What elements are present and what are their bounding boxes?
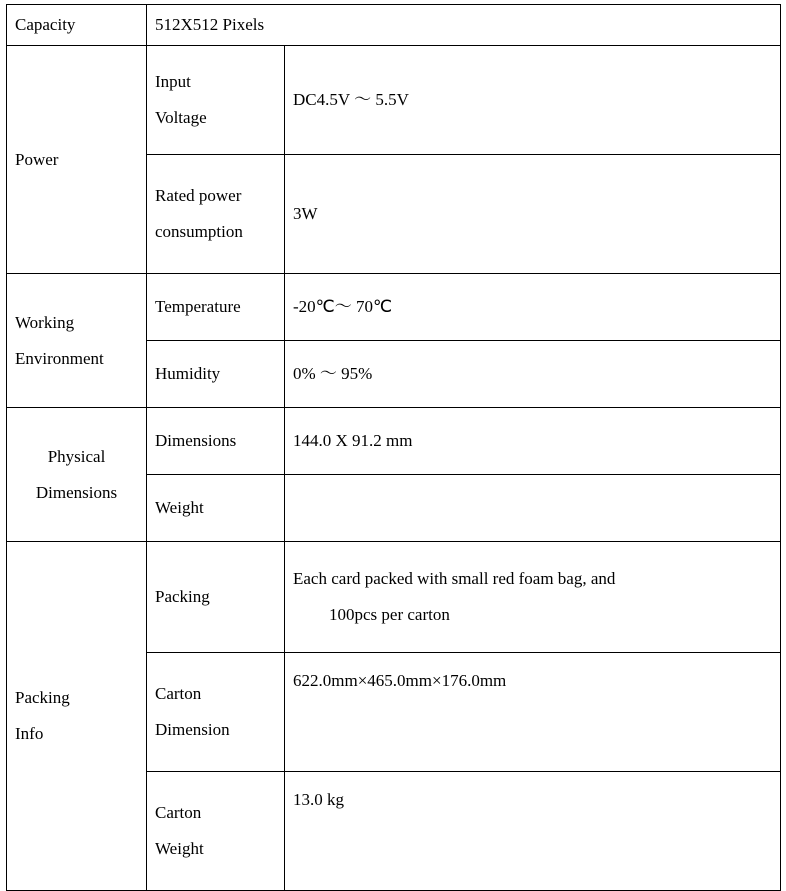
row-value-dimensions: 144.0 X 91.2 mm xyxy=(285,408,781,475)
row-value-packing xyxy=(285,542,781,653)
subitem-line-1: Carton xyxy=(155,803,202,823)
row-subitem-temperature: Temperature xyxy=(147,274,285,341)
subitem-line-2: Dimension xyxy=(155,720,230,740)
row-subitem-dimensions: Dimensions xyxy=(147,408,285,475)
row-value-capacity: 512X512 Pixels xyxy=(147,5,781,46)
table-row xyxy=(7,5,781,46)
subitem-line-2: consumption xyxy=(155,222,243,242)
row-category-capacity: Capacity xyxy=(7,5,147,46)
category-line-2: Info xyxy=(15,724,44,744)
subitem-line-2: Voltage xyxy=(155,108,207,128)
row-category-power: Power xyxy=(7,46,147,274)
table-row xyxy=(7,542,781,653)
category-line-2: Environment xyxy=(15,348,104,368)
value-line-1: Each card packed with small red foam bag, and xyxy=(293,569,616,589)
row-category-working-environment xyxy=(7,274,147,408)
subitem-line-1: Carton xyxy=(155,684,202,704)
row-value-carton-dimension: 622.0mm×465.0mm×176.0mm xyxy=(285,653,781,772)
row-category-physical-dimensions xyxy=(7,408,147,542)
category-line-1: Packing xyxy=(15,688,70,708)
row-category-packing-info xyxy=(7,542,147,891)
row-subitem-carton-weight xyxy=(147,772,285,891)
row-subitem-input-voltage xyxy=(147,46,285,155)
row-subitem-weight: Weight xyxy=(147,475,285,542)
value-line-2: 100pcs per carton xyxy=(329,605,450,625)
category-line-1: Physical xyxy=(47,446,106,466)
specification-table xyxy=(6,4,781,891)
table-row xyxy=(7,408,781,475)
row-value-rated-power-consumption: 3W xyxy=(285,155,781,274)
subitem-line-1: Rated power xyxy=(155,186,242,206)
row-value-temperature: -20℃～ 70℃ xyxy=(285,274,781,341)
row-subitem-humidity: Humidity xyxy=(147,341,285,408)
category-line-1: Working xyxy=(15,312,75,332)
row-value-carton-weight: 13.0 kg xyxy=(285,772,781,891)
table-row xyxy=(7,274,781,341)
category-line-2: Dimensions xyxy=(35,482,118,502)
row-value-humidity: 0% ～ 95% xyxy=(285,341,781,408)
row-value-input-voltage: DC4.5V ～ 5.5V xyxy=(285,46,781,155)
row-subitem-carton-dimension xyxy=(147,653,285,772)
row-subitem-rated-power-consumption xyxy=(147,155,285,274)
table-row xyxy=(7,46,781,155)
subitem-line-2: Weight xyxy=(155,839,204,859)
row-value-weight xyxy=(285,475,781,542)
subitem-line-1: Input xyxy=(155,72,191,92)
row-subitem-packing: Packing xyxy=(147,542,285,653)
